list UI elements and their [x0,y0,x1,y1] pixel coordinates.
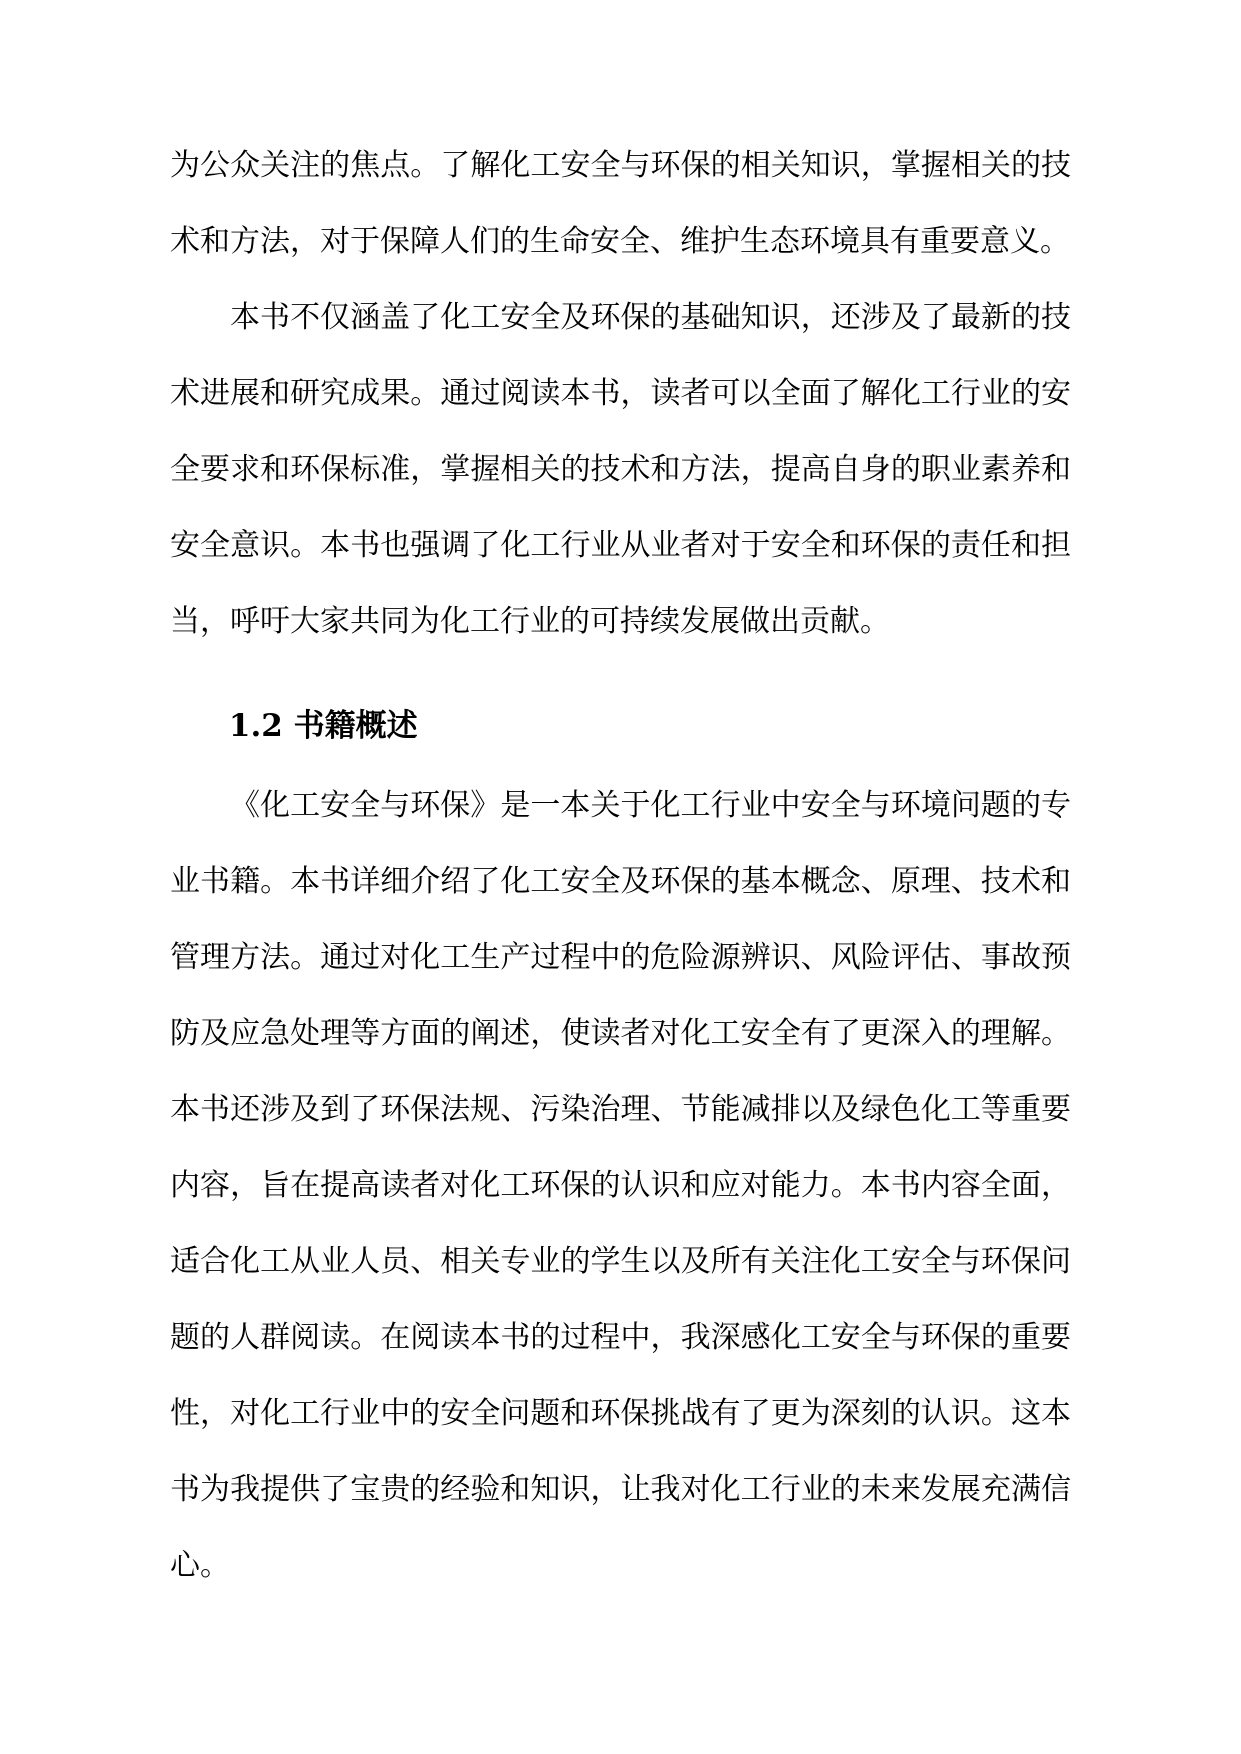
paragraph-continuation: 为公众关注的焦点。了解化工安全与环保的相关知识，掌握相关的技术和方法，对于保障人们的生命安全、维护生态环境具有重要意义。 [170,148,1071,259]
paragraph-book-intro: 本书不仅涵盖了化工安全及环保的基础知识，还涉及了最新的技术进展和研究成果。通过阅读本书，读者可以全面了解化工行业的安全要求和环保标准，掌握相关的技术和方法，提高自身的职业素养和安全意识。本书也强调了化工行业从业者对于安全和环保的责任和担当，呼吁大家共同为化工行业的可持续发展做出贡献。 [170,300,1071,639]
paragraph-book-overview: 《化工安全与环保》是一本关于化工行业中安全与环境问题的专业书籍。本书详细介绍了化工安全及环保的基本概念、原理、技术和管理方法。通过对化工生产过程中的危险源辨识、风险评估、事故预防及应急处理等方面的阐述，使读者对化工安全有了更深入的理解。本书还涉及到了环保法规、污染治理、节能减排以及绿色化工等重要内容，旨在提高读者对化工环保的认识和应对能力。本书内容全面，适合化工从业人员、相关专业的学生以及所有关注化工安全与环保问题的人群阅读。在阅读本书的过程中，我深感化工安全与环保的重要性，对化工行业中的安全问题和环保挑战有了更为深刻的认识。这本书为我提供了宝贵的经验和知识，让我对化工行业的未来发展充满信心。 [170,788,1071,1583]
section-heading-1-2: 1.2 书籍概述 [228,708,418,744]
